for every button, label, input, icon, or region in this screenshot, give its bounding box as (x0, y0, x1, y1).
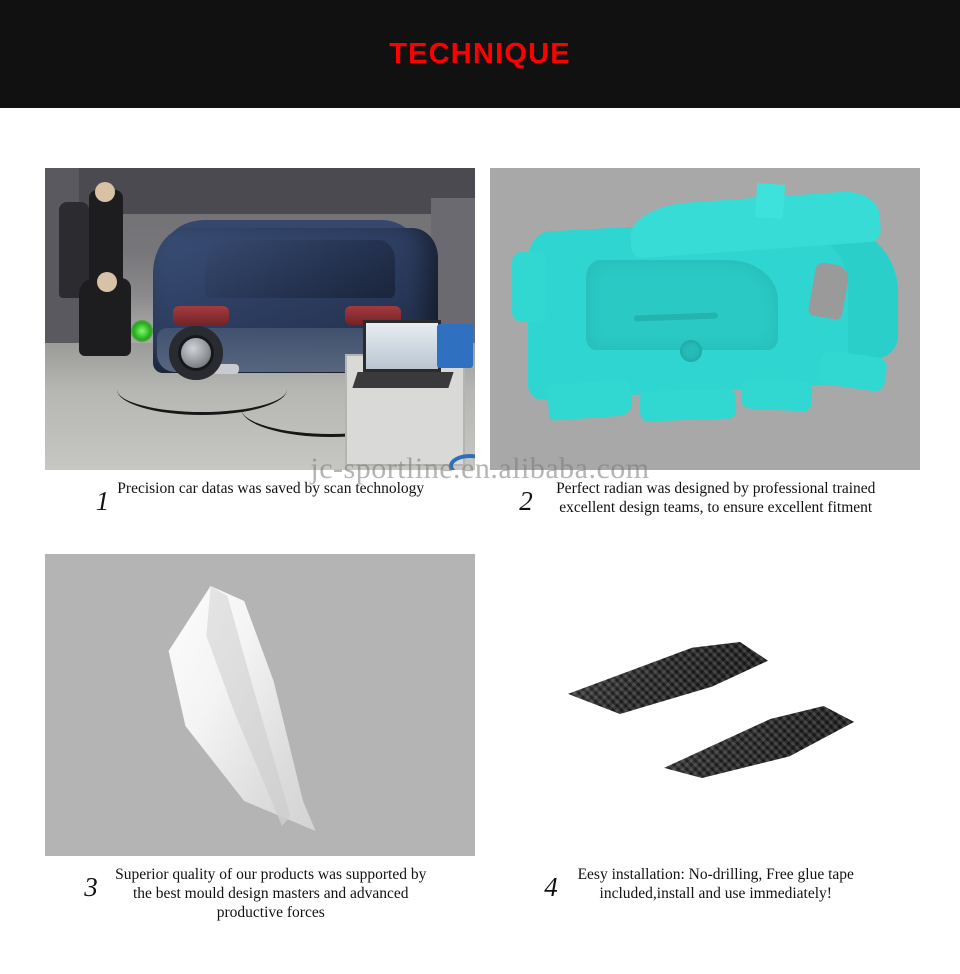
step-2-caption-row (490, 480, 920, 518)
scan-fragment-1 (547, 379, 633, 421)
steps-grid (0, 108, 960, 974)
toolbox (437, 324, 473, 368)
step-card-3 (45, 554, 475, 923)
car-rear-window (205, 240, 395, 298)
scan-rear-window (586, 260, 778, 350)
scanner-light-icon (131, 320, 153, 342)
step-3-caption-row (45, 866, 475, 923)
step-2-image (490, 168, 920, 470)
scan-fragment-3 (741, 378, 812, 412)
page-header (0, 0, 960, 108)
step-4-number: 4 (544, 872, 558, 902)
technician-1-head (95, 182, 115, 202)
step-3-image (45, 554, 475, 856)
step-1-image (45, 168, 475, 470)
step-card-4 (490, 554, 920, 904)
step-4-caption: Eesy installation: No-drilling, Free glue tape included,install and use immediately! (577, 866, 854, 902)
step-card-2 (490, 168, 920, 518)
scan-emblem (680, 340, 702, 362)
page-title: TECHNIQUE (389, 37, 571, 70)
taillight-left (173, 306, 229, 325)
scan-marker-tab (755, 183, 785, 219)
laptop-keyboard (352, 372, 453, 388)
carbon-part-lower (664, 706, 854, 778)
technician-3-head (97, 272, 117, 292)
scan-fragment-5 (512, 252, 546, 322)
step-4-caption-row (490, 866, 920, 904)
step-1-caption: Precision car datas was saved by scan technology (117, 480, 425, 497)
step-1-number: 1 (95, 486, 110, 516)
step-2-caption: Perfect radian was designed by professional trained excellent design teams, to ensure excellent fitment (556, 480, 876, 516)
step-4-image (490, 554, 920, 856)
step-3-number: 3 (84, 872, 98, 902)
step-1-caption-row (45, 480, 475, 515)
carbon-part-upper (568, 642, 768, 714)
step-3-caption: Superior quality of our products was supported by the best mould design masters and advanced productive forces (115, 866, 427, 921)
step-2-number: 2 (519, 486, 533, 516)
watermark: jc-sportline.en.alibaba.com (310, 452, 650, 485)
scan-fragment-2 (640, 388, 737, 421)
laptop-screen (363, 320, 441, 372)
step-card-1 (45, 168, 475, 515)
